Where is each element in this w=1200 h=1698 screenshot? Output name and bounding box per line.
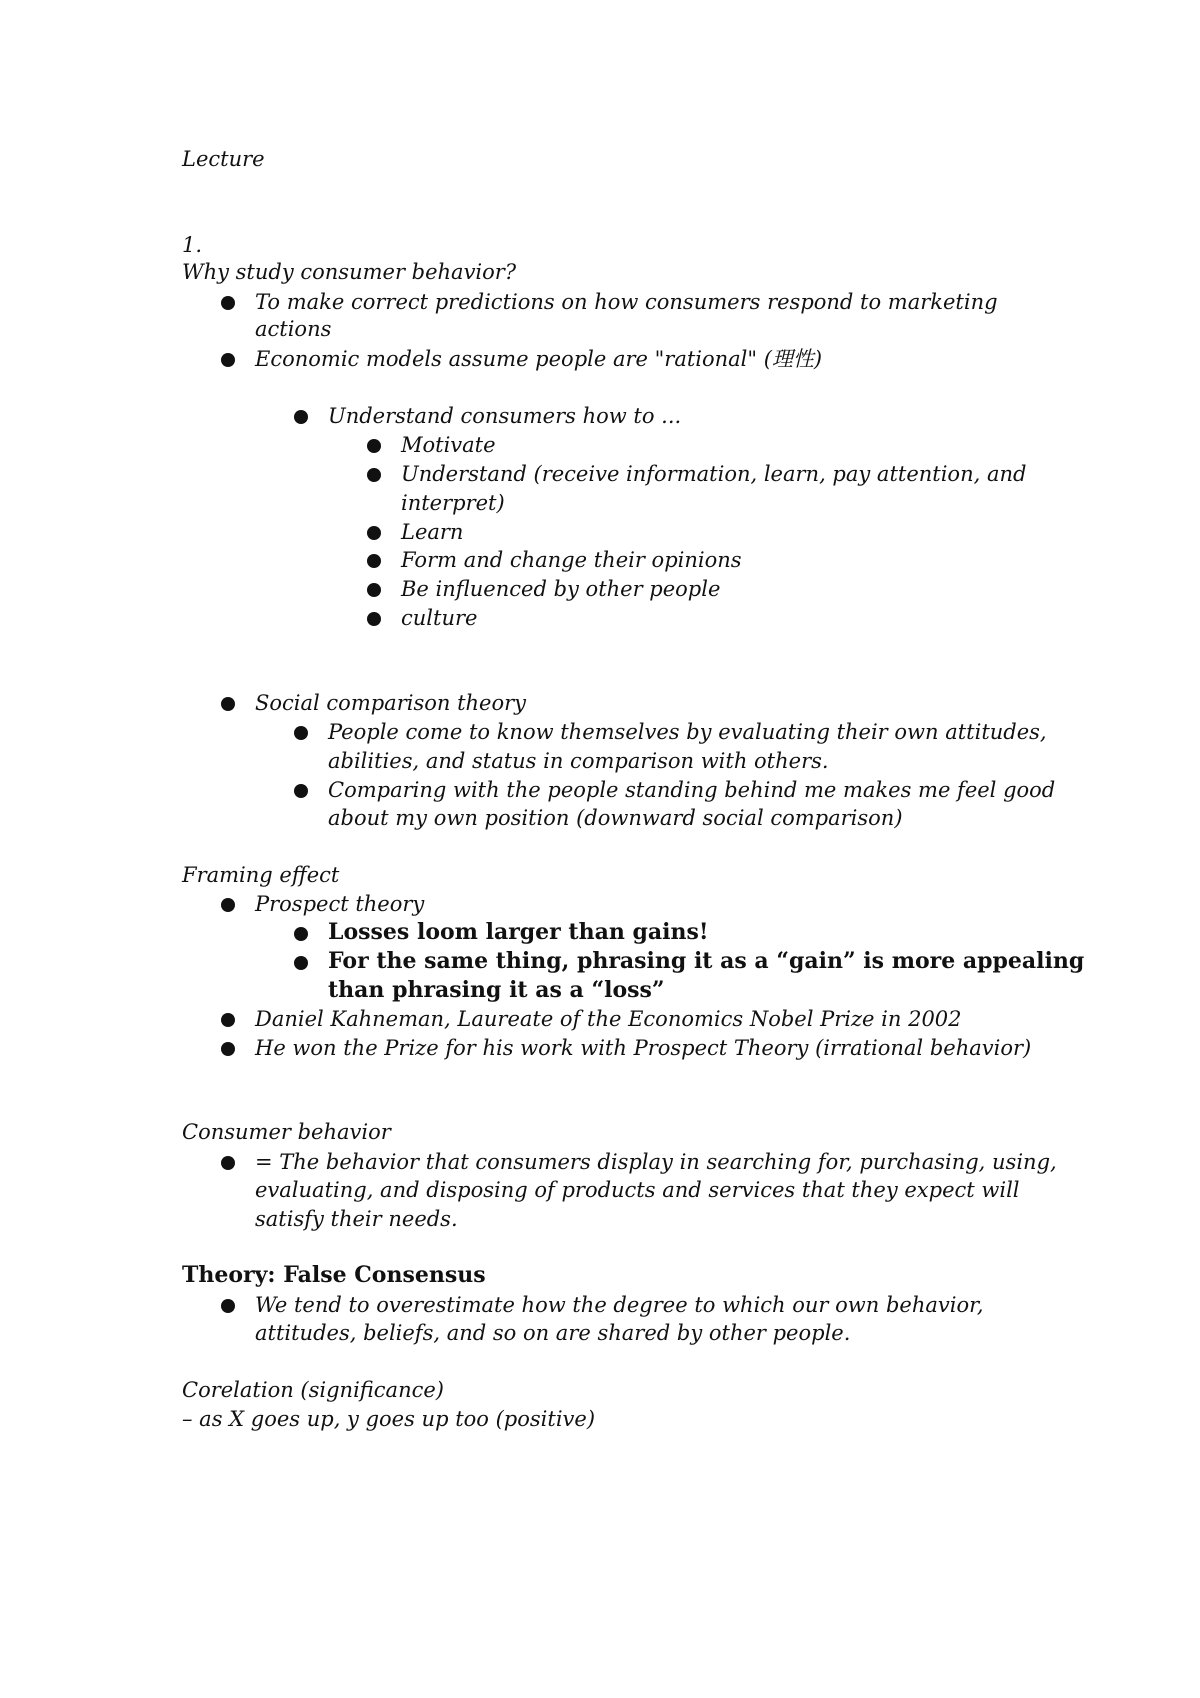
correlation-line: – as X goes up, y goes up too (positive) [182,1407,596,1431]
losses-loom-text: Losses loom larger than gains! [328,919,709,945]
social-comparison-item-1-cont: abilities, and status in comparison with others. [328,749,829,773]
why-study-bullet-1: To make correct predictions on how consumers respond to marketing [255,290,998,314]
understand-item-learn: Learn [401,520,464,544]
understand-item-understand: Understand (receive information, learn, pay attention, and [401,462,1027,486]
bullet-icon [221,1042,235,1056]
understand-item-opinions: Form and change their opinions [401,548,742,572]
bullet-icon [221,1013,235,1027]
framing-heading: Framing effect [182,863,340,887]
bullet-icon [367,468,381,482]
bullet-icon [294,726,308,740]
why-study-heading: Why study consumer behavior? [182,260,517,284]
gain-loss-text-cont: than phrasing it as a “loss” [328,977,665,1003]
bullet-icon [221,1299,235,1313]
understand-item-culture: culture [401,606,478,630]
bullet-icon [294,927,308,941]
kahneman-line-1: Daniel Kahneman, Laureate of the Economics Nobel Prize in 2002 [255,1007,962,1031]
social-comparison-item-2: Comparing with the people standing behind me makes me feel good [328,778,1056,802]
correlation-heading: Corelation (significance) [182,1378,444,1402]
consumer-behavior-definition-2: evaluating, and disposing of products and services that they expect will [255,1178,1020,1202]
consumer-behavior-heading: Consumer behavior [182,1120,391,1144]
bullet-icon [367,526,381,540]
bullet-icon [221,353,235,367]
understand-label: Understand consumers how to ... [328,404,682,428]
bullet-icon [367,612,381,626]
bullet-icon [367,583,381,597]
bullet-icon [367,439,381,453]
bullet-icon [294,784,308,798]
social-comparison-item-1: People come to know themselves by evaluating their own attitudes, [328,720,1047,744]
social-comparison-item-2-cont: about my own position (downward social comparison) [328,806,903,830]
false-consensus-line-1: We tend to overestimate how the degree to which our own behavior, [255,1293,984,1317]
consumer-behavior-definition-3: satisfy their needs. [255,1207,458,1231]
understand-item-influenced: Be influenced by other people [401,577,721,601]
why-study-bullet-1-cont: actions [255,317,332,341]
bullet-icon [221,296,235,310]
false-consensus-heading: Theory: False Consensus [182,1262,486,1288]
gain-loss-text: For the same thing, phrasing it as a “gain” is more appealing [328,948,1085,974]
header-text: Lecture [182,147,265,171]
why-study-bullet-2: Economic models assume people are "rational" (理性) [255,347,823,371]
social-comparison-heading: Social comparison theory [255,691,527,715]
bullet-icon [221,697,235,711]
false-consensus-line-2: attitudes, beliefs, and so on are shared by other people. [255,1321,851,1345]
prospect-theory: Prospect theory [255,892,425,916]
consumer-behavior-definition-1: = The behavior that consumers display in searching for, purchasing, using, [255,1150,1057,1174]
bullet-icon [294,956,308,970]
bullet-icon [221,1156,235,1170]
understand-item-understand-cont: interpret) [401,491,505,515]
understand-item-motivate: Motivate [401,433,496,457]
bullet-icon [221,898,235,912]
kahneman-line-2: He won the Prize for his work with Prospect Theory (irrational behavior) [255,1036,1032,1060]
bullet-icon [294,410,308,424]
section-number: 1. [182,233,203,257]
bullet-icon [367,554,381,568]
